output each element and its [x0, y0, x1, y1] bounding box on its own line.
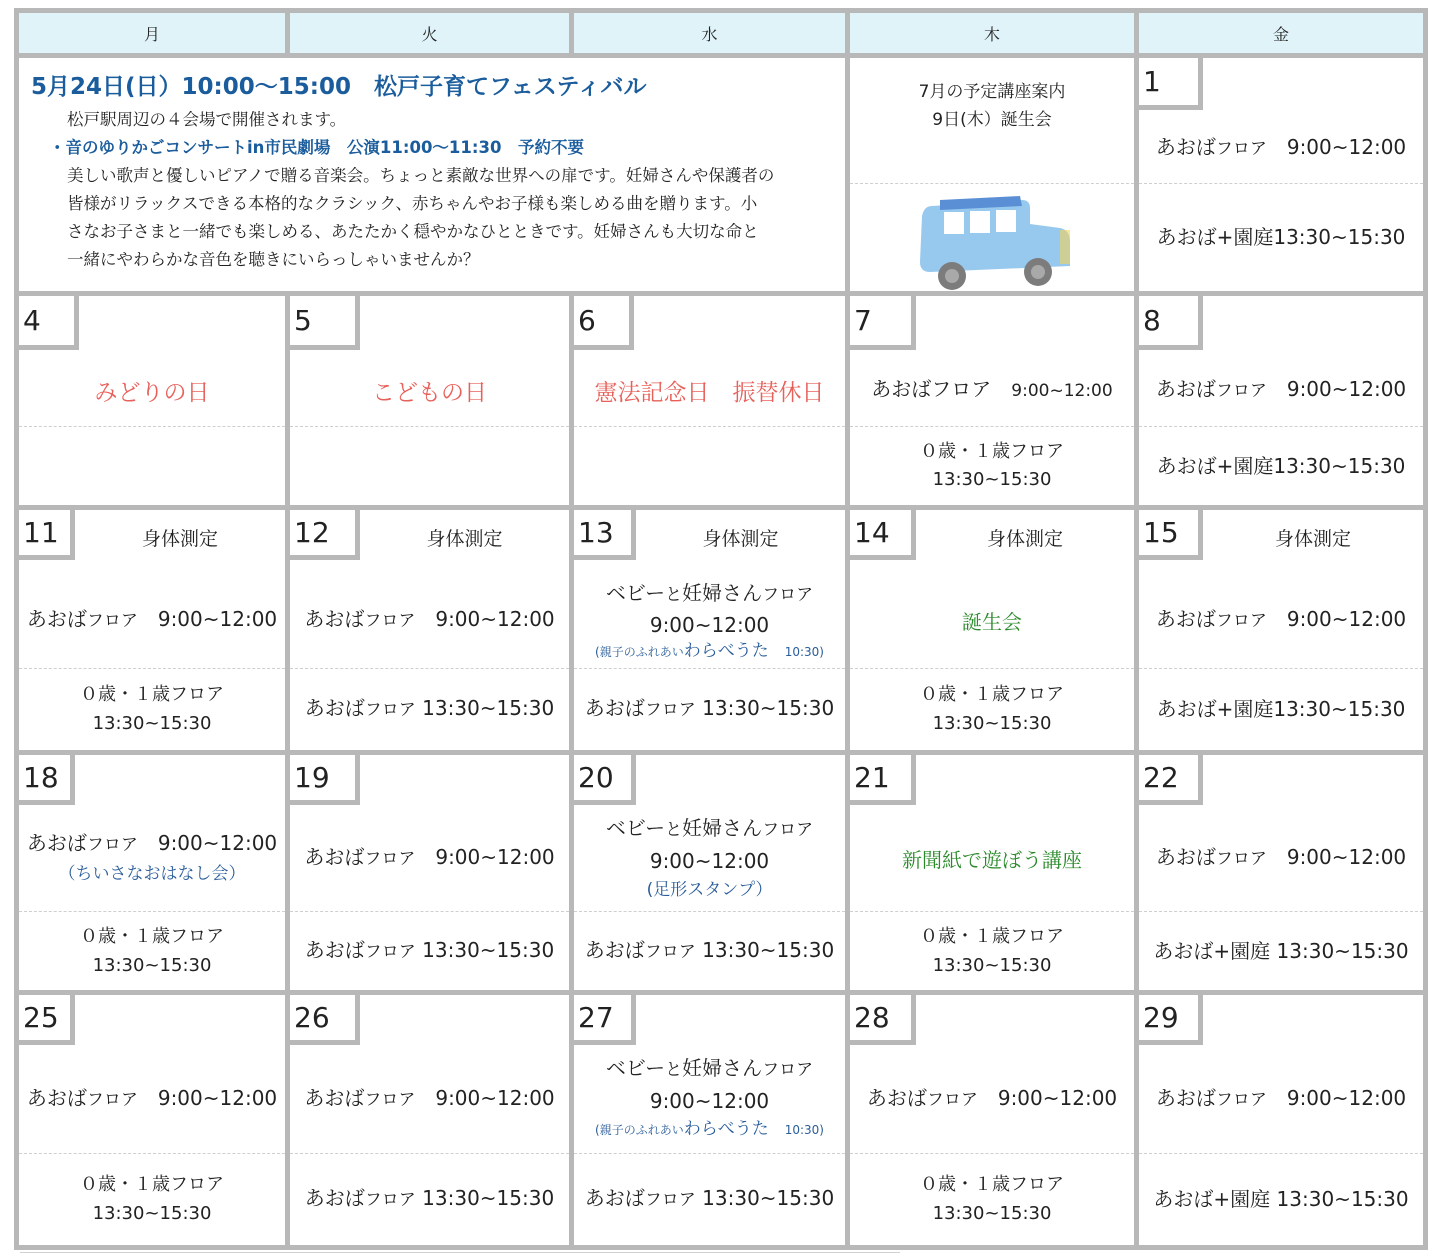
- festival-concert: ・音のゆりかごコンサートin市民劇場 公演11:00〜11:30 予約不要: [49, 138, 584, 157]
- day-number: 22: [1139, 755, 1203, 805]
- aoba-morning: あおばフロア 9:00~12:00: [1155, 135, 1407, 159]
- notice-line-2: 9日(木）誕生会: [932, 110, 1052, 130]
- zero-one-floor: ０歳・１歳フロア: [920, 1174, 1064, 1195]
- aoba-morning: あおばフロア 9:00~12:00: [1155, 1086, 1407, 1110]
- day-number: 27: [574, 995, 636, 1045]
- zero-one-time: 13:30~15:30: [92, 713, 212, 734]
- day-number: 28: [850, 995, 916, 1045]
- baby-pregnant-floor: ベビーと妊婦さんフロア: [605, 816, 814, 840]
- zero-one-floor: ０歳・１歳フロア: [80, 684, 224, 705]
- day-26: [290, 995, 569, 1245]
- aoba-morning: あおばフロア 9:00~12:00: [304, 1086, 555, 1110]
- body-measurement: 身体測定: [986, 528, 1063, 550]
- aoba-morning: あおばフロア 9:00~12:00: [304, 845, 555, 869]
- warabe-note: (親子のふれあいわらべうた 10:30): [595, 640, 824, 661]
- aoba-morning: あおばフロア 9:00~12:00: [1155, 607, 1407, 631]
- zero-one-floor: ０歳・１歳フロア: [80, 925, 224, 947]
- aoba-afternoon: あおばフロア 13:30~15:30: [304, 937, 555, 962]
- festival-body-4: 一緒にやわらかな音色を聴きにいらっしゃいませんか？: [67, 250, 480, 269]
- day-number: 29: [1139, 995, 1203, 1045]
- holiday-label: みどりの日: [94, 379, 210, 406]
- zero-one-floor: ０歳・１歳フロア: [920, 684, 1064, 705]
- day-19: [290, 755, 569, 990]
- aoba-garden-afternoon: あおば+園庭 13:30~15:30: [1153, 938, 1409, 963]
- day-number: 1: [1139, 58, 1203, 110]
- footprint-event: (足形スタンプ）: [646, 880, 773, 900]
- story-event: （ちいさなおはなし会）: [58, 864, 246, 884]
- aoba-morning: あおばフロア 9:00~12:00: [866, 1086, 1118, 1110]
- day-4: [19, 296, 285, 505]
- aoba-morning: あおばフロア 9:00~12:00: [304, 607, 555, 631]
- aoba-garden-afternoon: あおば+園庭13:30~15:30: [1156, 453, 1406, 478]
- scroll-divider: [20, 1252, 900, 1253]
- day-14: [850, 510, 1134, 750]
- zero-one-time: 13:30~15:30: [932, 713, 1052, 734]
- aoba-garden-afternoon: あおば+園庭13:30~15:30: [1156, 225, 1406, 249]
- day-number: 4: [19, 296, 79, 350]
- aoba-afternoon: あおばフロア 13:30~15:30: [584, 696, 835, 720]
- birthday-event: 誕生会: [962, 609, 1022, 634]
- newspaper-event: 新聞紙で遊ぼう講座: [902, 847, 1082, 872]
- zero-one-time: 13:30~15:30: [932, 468, 1052, 490]
- weekday-fri: 金: [1139, 13, 1423, 53]
- weekday-thu: 木: [850, 13, 1134, 53]
- calendar: [14, 8, 1428, 1250]
- festival-info: [19, 58, 845, 291]
- festival-body-1: 美しい歌声と優しいピアノで贈る音楽会。ちょっと素敵な世界への扉です。妊婦さんや保護者の: [67, 166, 775, 185]
- day-28: [850, 995, 1134, 1245]
- day-27: [574, 995, 845, 1245]
- festival-body-3: さなお子さまと一緒でも楽しめる、あたたかく穏やかなひとときです。妊婦さんも大切な命と: [67, 222, 759, 241]
- day-number: 13: [574, 510, 636, 560]
- aoba-afternoon: あおばフロア 13:30~15:30: [584, 937, 835, 962]
- body-measurement: 身体測定: [1274, 528, 1351, 550]
- day-25: [19, 995, 285, 1245]
- festival-body-2: 皆様がリラックスできる本格的なクラシック、赤ちゃんやお子様も楽しめる曲を贈ります。小: [67, 194, 758, 213]
- weekday-mon: 月: [19, 13, 285, 53]
- day-number: 19: [290, 755, 360, 805]
- weekday-tue: 火: [290, 13, 569, 53]
- aoba-afternoon: あおばフロア 13:30~15:30: [304, 1186, 555, 1210]
- day-11: [19, 510, 285, 750]
- day-6: [574, 296, 845, 505]
- aoba-morning: あおばフロア 9:00~12:00: [26, 831, 278, 855]
- zero-one-floor: ０歳・１歳フロア: [920, 925, 1064, 947]
- day-number: 12: [290, 510, 360, 560]
- day-5: [290, 296, 569, 505]
- day-20: [574, 755, 845, 990]
- baby-time: 9:00~12:00: [649, 612, 770, 637]
- warabe-note: (親子のふれあいわらべうた 10:30): [595, 1119, 824, 1139]
- zero-one-floor: ０歳・１歳フロア: [80, 1174, 224, 1195]
- day-number: 14: [850, 510, 916, 560]
- zero-one-time: 13:30~15:30: [92, 954, 212, 976]
- zero-one-time: 13:30~15:30: [92, 1203, 212, 1224]
- day-number: 8: [1139, 296, 1203, 350]
- aoba-morning: あおばフロア 9:00~12:00: [26, 607, 278, 631]
- festival-location: 松戸駅周辺の４会場で開催されます。: [67, 110, 347, 129]
- aoba-morning: あおばフロア 9:00~12:00: [26, 1086, 278, 1110]
- baby-pregnant-floor: ベビーと妊婦さんフロア: [605, 1056, 814, 1080]
- aoba-garden-afternoon: あおば+園庭 13:30~15:30: [1153, 1187, 1409, 1211]
- holiday-label: 憲法記念日 振替休日: [594, 379, 825, 406]
- zero-one-time: 13:30~15:30: [932, 1203, 1052, 1224]
- zero-one-floor: ０歳・１歳フロア: [920, 440, 1064, 462]
- day-number: 21: [850, 755, 916, 805]
- day-29: [1139, 995, 1423, 1245]
- festival-title: 5月24日(日）10:00〜15:00 松戸子育てフェスティバル: [31, 74, 647, 100]
- aoba-morning: あおばフロア 9:00~12:00: [1155, 845, 1407, 869]
- zero-one-time: 13:30~15:30: [932, 954, 1052, 976]
- aoba-afternoon: あおばフロア 13:30~15:30: [304, 696, 555, 720]
- day-number: 15: [1139, 510, 1203, 560]
- day-15: [1139, 510, 1423, 750]
- aoba-garden-afternoon: あおば+園庭13:30~15:30: [1156, 697, 1406, 721]
- body-measurement: 身体測定: [426, 528, 503, 550]
- baby-time: 9:00~12:00: [649, 849, 770, 873]
- baby-time: 9:00~12:00: [649, 1089, 770, 1113]
- baby-pregnant-floor: ベビーと妊婦さんフロア: [605, 580, 814, 605]
- notice-line-1: 7月の予定講座案内: [918, 82, 1066, 102]
- day-8: [1139, 296, 1423, 505]
- day-number: 18: [19, 755, 75, 805]
- day-number: 5: [290, 296, 360, 350]
- day-21: [850, 755, 1134, 990]
- day-number: 7: [850, 296, 916, 350]
- day-1: [1139, 58, 1423, 291]
- body-measurement: 身体測定: [141, 528, 218, 550]
- holiday-label: こどもの日: [372, 379, 487, 406]
- day-12: [290, 510, 569, 750]
- day-number: 20: [574, 755, 636, 805]
- aoba-morning: あおばフロア 9:00~12:00: [871, 377, 1113, 401]
- aoba-morning: あおばフロア 9:00~12:00: [1155, 377, 1407, 401]
- day-22: [1139, 755, 1423, 990]
- aoba-afternoon: あおばフロア 13:30~15:30: [584, 1186, 835, 1210]
- body-measurement: 身体測定: [702, 528, 779, 550]
- day-13: [574, 510, 845, 750]
- day-18: [19, 755, 285, 990]
- day-number: 6: [574, 296, 634, 350]
- day-number: 11: [19, 510, 75, 560]
- day-number: 25: [19, 995, 75, 1045]
- weekday-wed: 水: [574, 13, 845, 53]
- notice-cell: [850, 58, 1134, 291]
- day-7: [850, 296, 1134, 505]
- bus-illustration: [910, 186, 1080, 291]
- day-number: 26: [290, 995, 360, 1045]
